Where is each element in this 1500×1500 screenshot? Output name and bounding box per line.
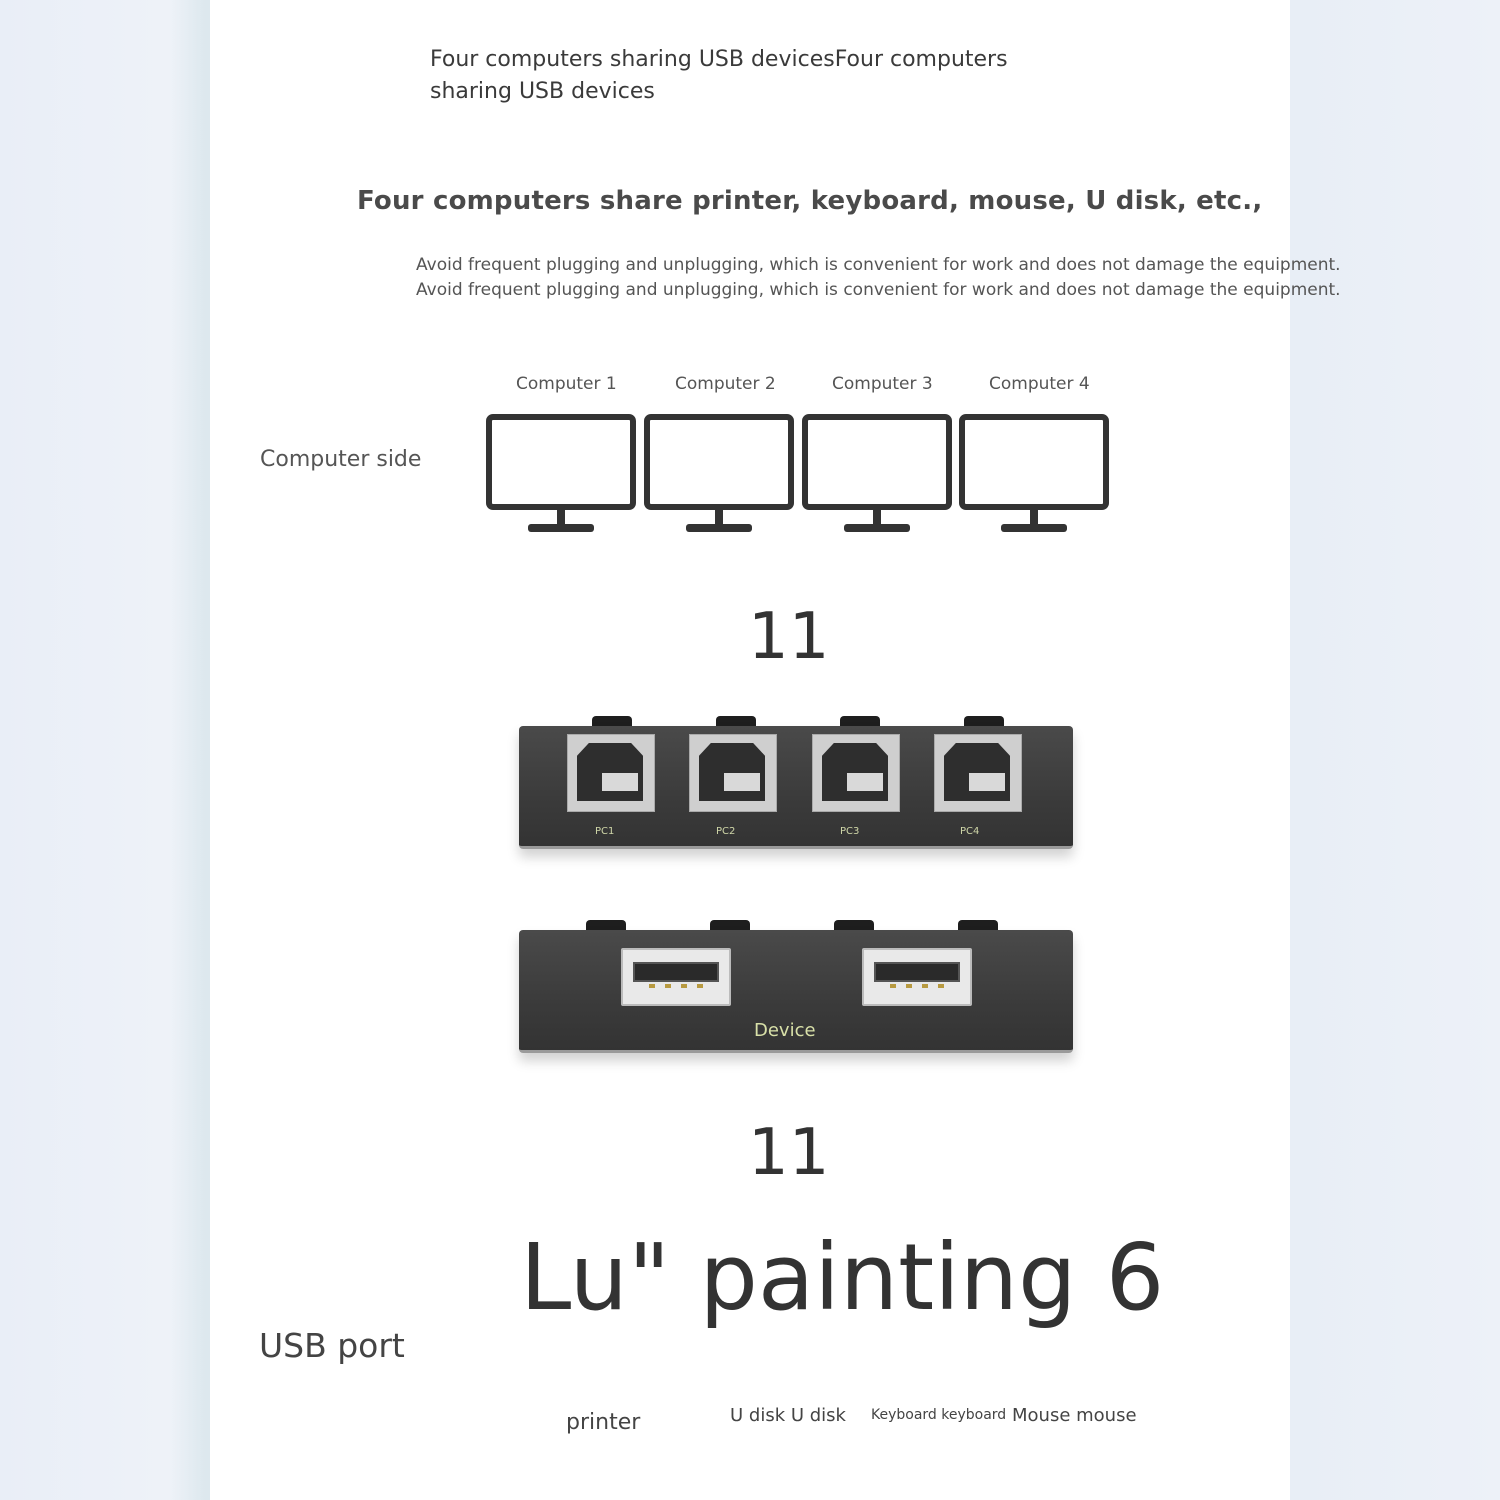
- page-title: Four computers sharing USB devicesFour computers sharing USB devices: [430, 47, 1008, 104]
- usb-a-port-icon: [862, 948, 972, 1006]
- monitor-icon: [486, 414, 636, 534]
- port-label-pc4: PC4: [960, 826, 980, 837]
- usb-b-port-icon: [812, 734, 900, 812]
- usb-b-port-icon: [689, 734, 777, 812]
- monitor-icon: [802, 414, 952, 534]
- usb-port-label: USB port: [259, 1326, 405, 1365]
- monitor-icon: [959, 414, 1109, 534]
- computer-4-label: Computer 4: [989, 374, 1090, 394]
- device-keyboard-label: Keyboard keyboard: [871, 1407, 1007, 1423]
- usb-a-port-icon: [621, 948, 731, 1006]
- description-line-2: Avoid frequent plugging and unplugging, which is convenient for work and does not damage the equipment.: [416, 280, 1341, 300]
- large-caption: Lu" painting 6: [520, 1224, 1165, 1331]
- usb-b-port-icon: [567, 734, 655, 812]
- port-label-pc1: PC1: [595, 826, 615, 837]
- computer-1-label: Computer 1: [516, 374, 617, 394]
- computer-2-label: Computer 2: [675, 374, 776, 394]
- number-11-top: 11: [748, 600, 830, 674]
- usb-b-port-icon: [934, 734, 1022, 812]
- number-11-bottom: 11: [748, 1116, 830, 1190]
- description-line-1: Avoid frequent plugging and unplugging, which is convenient for work and does not damage the equipment.: [416, 255, 1341, 275]
- usb-switch-pc-side: [519, 726, 1073, 849]
- device-label: Device: [754, 1020, 816, 1041]
- port-label-pc2: PC2: [716, 826, 736, 837]
- device-mouse-label: Mouse mouse: [1012, 1405, 1137, 1426]
- device-udisk-label: U disk U disk: [730, 1405, 846, 1426]
- device-printer-label: printer: [566, 1410, 641, 1435]
- computer-3-label: Computer 3: [832, 374, 933, 394]
- port-label-pc3: PC3: [840, 826, 860, 837]
- computer-side-label: Computer side: [260, 447, 422, 472]
- monitor-icon: [644, 414, 794, 534]
- page-subtitle: Four computers share printer, keyboard, mouse, U disk, etc.,: [357, 186, 1263, 216]
